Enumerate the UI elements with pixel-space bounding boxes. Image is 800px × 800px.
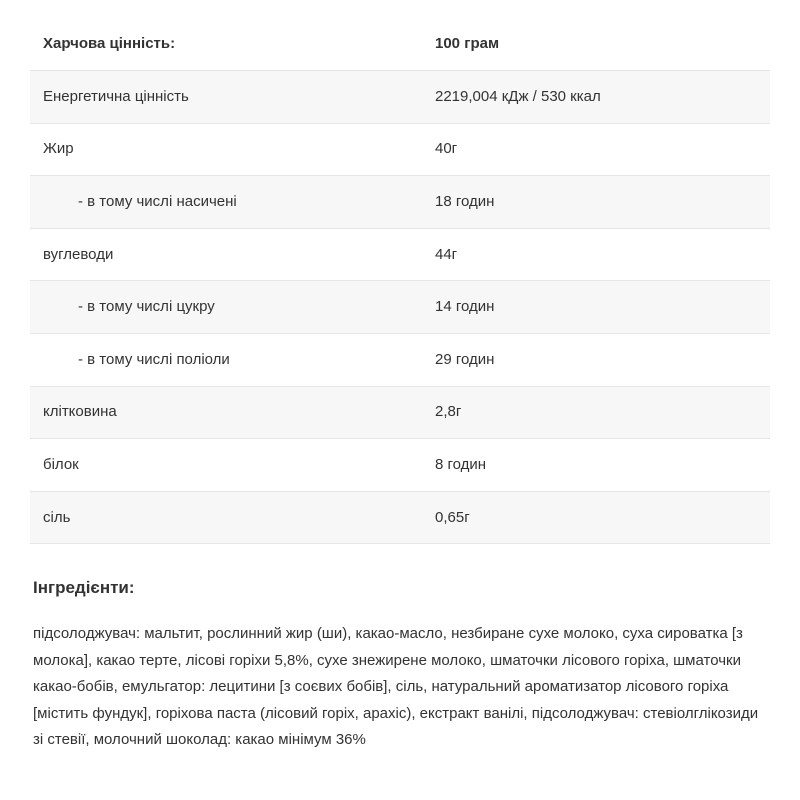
row-value: 29 годин [423, 334, 770, 387]
ingredients-text: підсолоджувач: мальтит, рослинний жир (ши), какао-масло, незбиране сухе молоко, суха сироватка [з молока], какао терте, лісові горіхи 5,8%, сухе знежирене молоко, шматочки лісового горіха, шматочки какао-бобів, емульгатор: лецитини [з соєвих бобів], сіль, натуральний ароматизатор лісового горіха [містить фундук], горіхова паста (лісовий горіх, арахіс), екстракт ванілі, підсолоджувач: стевіолглікозиди зі стевії, молочний шоколад: какао мінімум 36% [33, 625, 759, 748]
table-row-salt [30, 491, 770, 544]
nutrition-header-value: 100 грам [435, 35, 500, 53]
row-value: 0,65г [423, 491, 770, 544]
table-row-sugars [30, 281, 770, 334]
row-label: клітковина [30, 386, 423, 439]
row-label: - в тому числі цукру [30, 281, 423, 334]
ingredients-title: Інгредієнти: [33, 578, 135, 597]
row-label: Енергетична цінність [30, 71, 423, 124]
row-value: 14 годин [423, 281, 770, 334]
row-label: сіль [30, 491, 423, 544]
table-row-energy [30, 71, 770, 124]
row-label: вуглеводи [30, 228, 423, 281]
row-value: 2,8г [423, 386, 770, 439]
nutrition-header-row [30, 18, 770, 71]
row-label: - в тому числі насичені [30, 176, 423, 229]
row-value: 44г [423, 228, 770, 281]
row-value: 18 годин [423, 176, 770, 229]
row-label: - в тому числі поліоли [30, 334, 423, 387]
table-row-protein [30, 439, 770, 492]
row-value: 8 годин [423, 439, 770, 492]
row-value: 2219,004 кДж / 530 ккал [423, 71, 770, 124]
table-row-fat [30, 123, 770, 176]
table-row-saturated-fat [30, 176, 770, 229]
table-row-fiber [30, 386, 770, 439]
row-label: білок [30, 439, 423, 492]
nutrition-header-label: Харчова цінність: [43, 35, 176, 53]
row-value: 40г [423, 123, 770, 176]
table-row-polyols [30, 334, 770, 387]
nutrition-table [30, 18, 770, 544]
table-row-carbohydrates [30, 228, 770, 281]
row-label: Жир [30, 123, 423, 176]
